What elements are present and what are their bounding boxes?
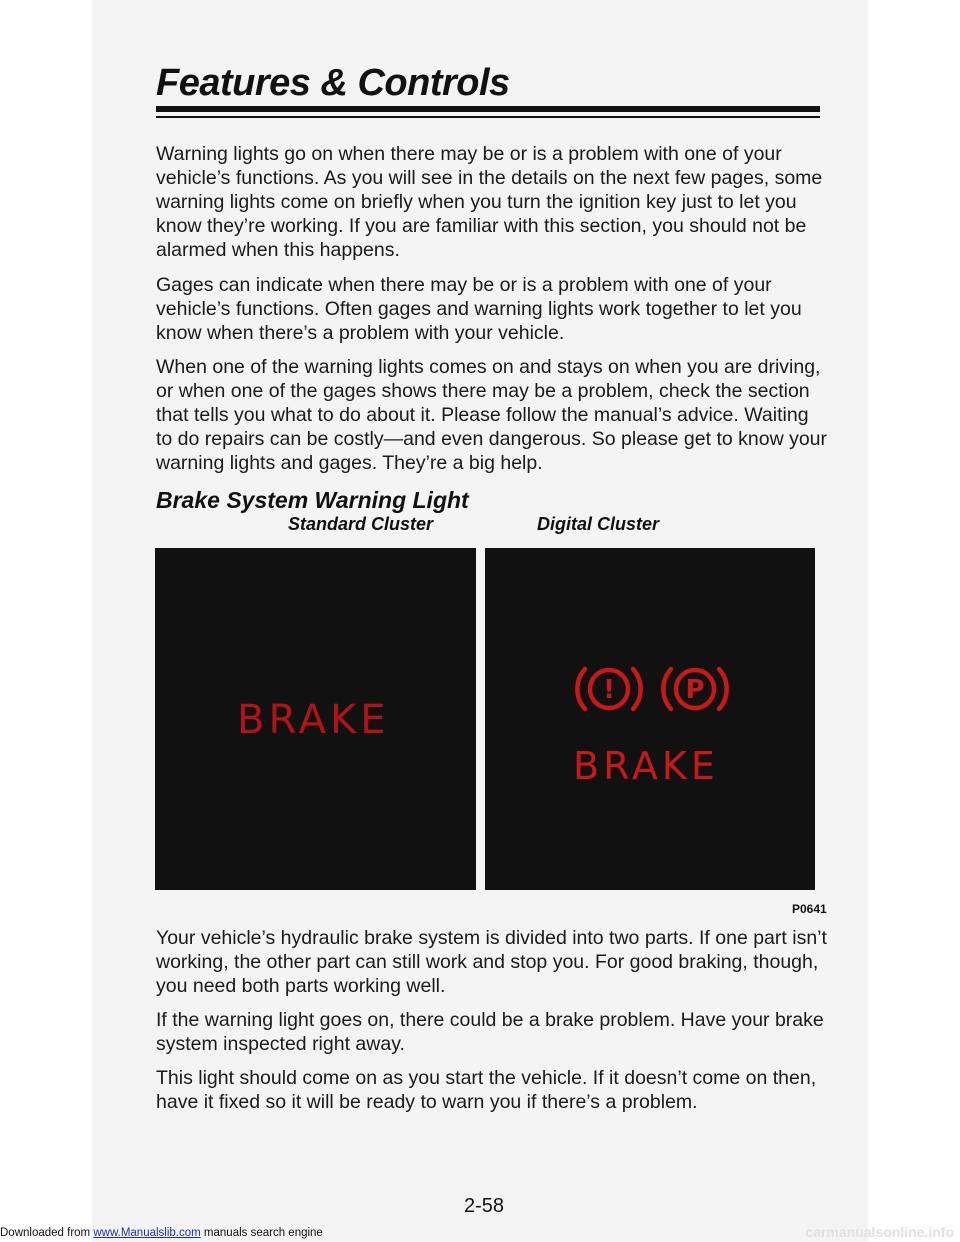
digital-brake-lamp-text: BRAKE	[573, 744, 719, 788]
brake-symbols-icon	[559, 652, 759, 726]
exclaim-right-arc-icon	[633, 669, 641, 709]
footer-prefix: Downloaded from	[0, 1227, 91, 1239]
download-footer	[0, 1227, 323, 1239]
park-right-arc-icon	[719, 669, 727, 709]
header-rule-thick	[156, 106, 820, 112]
park-left-arc-icon	[663, 669, 671, 709]
intro-paragraph-2: Gages can indicate when there may be or is a problem with one of your vehicle’s functions. Often gages and warning lights work together to let you know when there’s a problem with your vehicle.	[156, 274, 802, 344]
footer-suffix: manuals search engine	[203, 1227, 323, 1239]
page-number: 2-58	[464, 1195, 505, 1217]
exclaim-symbol: !	[603, 675, 615, 705]
body-paragraph-1: Your vehicle’s hydraulic brake system is divided into two parts. If one part isn’t working, the other part can still work and stop you. For good braking, though, you need both parts working well.	[156, 927, 827, 997]
manual-page	[92, 0, 868, 1242]
body-paragraph-2: If the warning light goes on, there could be a brake problem. Have your brake system inspected right away.	[156, 1009, 824, 1055]
park-symbol: P	[685, 675, 705, 705]
manualslib-link[interactable]: www.Manualslib.com	[93, 1227, 201, 1239]
exclaim-left-arc-icon	[577, 669, 585, 709]
standard-cluster-label: Standard Cluster	[288, 514, 434, 534]
standard-brake-lamp-text: BRAKE	[237, 697, 390, 743]
brake-warning-figure	[155, 548, 815, 890]
header-rule-thin	[156, 116, 820, 118]
figure-divider	[476, 548, 485, 890]
intro-paragraph-3: When one of the warning lights comes on and stays on when you are driving, or when one of the gages shows there may be a problem, check the section that tells you what to do about it. Please follow the manual’s advice. Waiting to do repairs can be costly—and even dangerous. So please get to know your warning lights and gages. They’re a big help.	[156, 356, 827, 474]
body-paragraph-3: This light should come on as you start the vehicle. If it doesn’t come on then, have it fixed so it will be ready to warn you if there’s a problem.	[156, 1067, 817, 1113]
digital-cluster-label: Digital Cluster	[537, 514, 660, 534]
intro-paragraph-1: Warning lights go on when there may be or is a problem with one of your vehicle’s functions. As you will see in the details on the next few pages, some warning lights come on briefly when you turn the ignition key just to let you know they’re working. If you are familiar with this section, you should not be alarmed when this happens.	[156, 143, 823, 261]
watermark-text: carmanualsonline.info	[805, 1224, 954, 1240]
section-heading: Brake System Warning Light	[156, 487, 469, 513]
page-title: Features & Controls	[156, 62, 510, 104]
figure-code: P0641	[792, 902, 827, 916]
